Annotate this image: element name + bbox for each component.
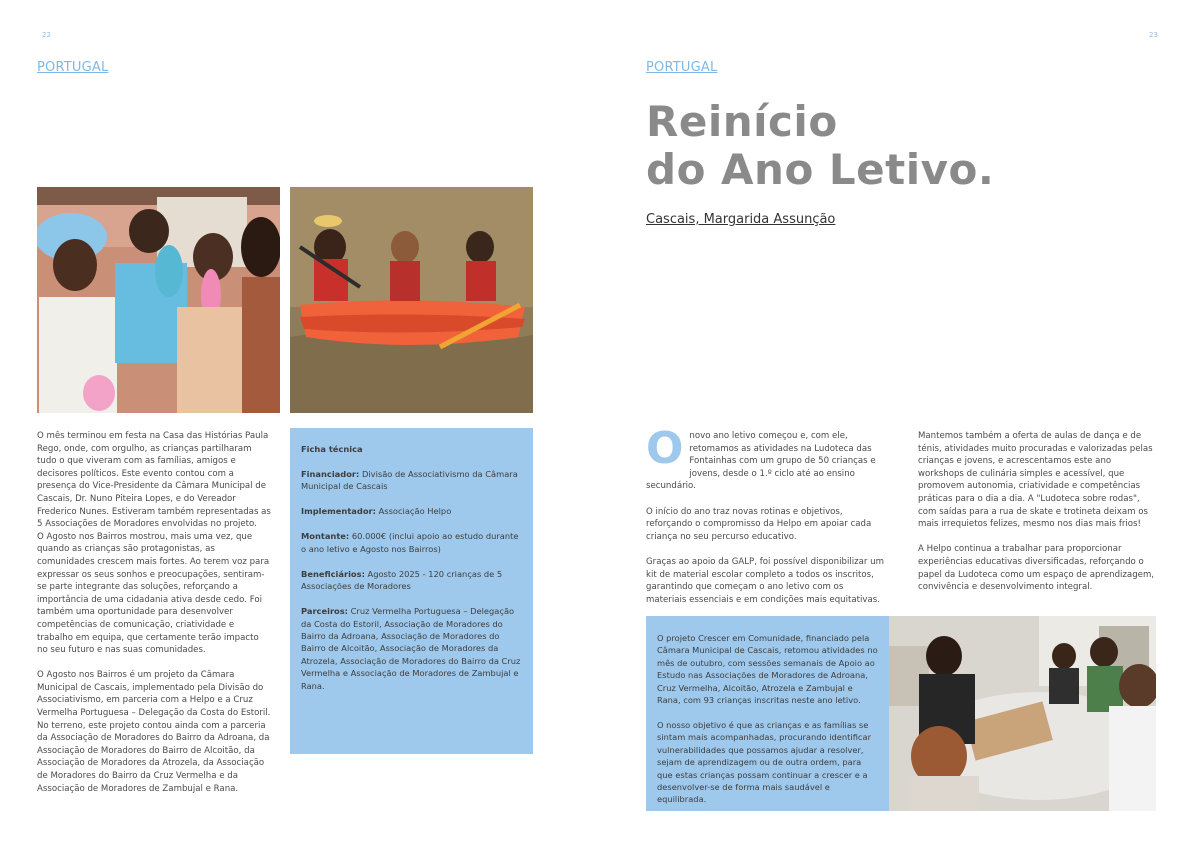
paragraph: O Agosto nos Bairros é um projeto da Câmara Municipal de Cascais, implementado pela Divisão do Associativismo, em parceria com a Helpo e a Cruz Vermelha Portuguesa – Delegação da Costa do Estoril. No terreno, este projeto contou ainda com a parceria da Associação de Moradores do Bairro da Adroana, da Associação de Moradores do Bairro de Alcoitão, da Associação de Moradores da Atrozela, da Associação de Moradores do Bairro da Cruz Vermelha e da Associação de Moradores de Zambujal e Rana. (37, 670, 271, 794)
article-title: Reinício do Ano Letivo. (646, 97, 995, 194)
page-number-left: 22 (42, 31, 51, 39)
ficha-item: Parceiros: Cruz Vermelha Portuguesa – Delegação da Costa do Estoril, Associação de Moradores do Bairro da Adroana, Associação de Moradores do Bairro de Alcoitão, Associação de Moradores da Atrozela, Associação de Moradores do Bairro da Cruz Vermelha e Associação de Moradores de Zambujal e Rana. (301, 606, 521, 691)
section-tag-left: PORTUGAL (37, 60, 109, 75)
photo-study-session (889, 616, 1156, 811)
paragraph: A Helpo continua a trabalhar para proporcionar experiências educativas diversificadas, reforçando o papel da Ludoteca como um espaço de aprendizagem, convivência e desenvolvimento integral. (918, 544, 1155, 593)
paragraph: Onovo ano letivo começou e, com ele, retomamos as atividades na Ludoteca das Fontainhas com um grupo de 50 crianças e jovens, desde o 1.º ciclo até ao ensino secundário. (646, 423, 876, 492)
ficha-item: Financiador: Divisão de Associativismo da Câmara Municipal de Cascais (301, 469, 518, 492)
paragraph: O nosso objetivo é que as crianças e as famílias se sintam mais acompanhadas, procurando identificar vulnerabilidades que possamos ajudar a resolver, sejam de aprendizagem ou de outra ordem, para que estas crianças possam continuar a crescer e a desenvolver-se de forma mais saudável e equilibrada. (657, 720, 871, 805)
right-article-col2 (918, 430, 1156, 594)
paragraph: Mantemos também a oferta de aulas de dança e de ténis, atividades muito procuradas e valorizadas pelas crianças e jovens, e acrescentamos este ano workshops de culinária simples e acessível, que promovem autonomia, criatividade e competências práticas para o dia a dia. A "Ludoteca sobre rodas", com saídas para a rua de skate e trotineta deixam os mais irrequietos felizes, mesmo nos dias mais frios! (918, 431, 1153, 530)
ficha-item: Implementador: Associação Helpo (301, 506, 452, 517)
page-number-right: 23 (1149, 31, 1158, 39)
right-article-col1 (646, 423, 886, 606)
ficha-item: Beneficiários: Agosto 2025 - 120 crianças de 5 Associações de Moradores (301, 568, 503, 592)
article-byline: Cascais, Margarida Assunção (646, 212, 836, 227)
paragraph: O projeto Crescer em Comunidade, financiado pela Câmara Municipal de Cascais, retomou atividades no mês de outubro, com sessões semanais de Apoio ao Estudo nas Associações de Moradores de Adroana, Cruz Vermelha, Alcoitão, Atrozela e Zambujal e Rana, com 93 crianças inscritas neste ano letivo. (657, 633, 878, 706)
paragraph: Graças ao apoio da GALP, foi possível disponibilizar um kit de material escolar completo a todos os inscritos, garantindo que começam o ano letivo com os materiais essenciais e em condições mais equitativas. (646, 556, 884, 605)
paragraph: O início do ano traz novas rotinas e objetivos, reforçando o compromisso da Helpo em apoiar cada criança no seu percurso educativo. (646, 506, 872, 542)
photo-children-with-toys (37, 187, 280, 413)
ficha-item: Montante: 60.000€ (inclui apoio ao estudo durante o ano letivo e Agosto nos Bairros) (301, 531, 519, 554)
section-tag-right: PORTUGAL (646, 60, 718, 75)
dropcap: O (646, 423, 684, 474)
left-article-text (37, 430, 271, 795)
ficha-tecnica-box (290, 428, 533, 754)
ficha-heading: Ficha técnica (301, 444, 363, 454)
photo-kayak-on-water (290, 187, 533, 413)
paragraph: O mês terminou em festa na Casa das Histórias Paula Rego, onde, com orgulho, as crianças partilharam tudo o que viveram com as famílias, amigos e decisores políticos. Este evento contou com a presença do Vice-Presidente da Câmara Municipal de Cascais, Dr. Nuno Piteira Lopes, e do Vereador Frederico Nunes. Estiveram também representadas as 5 Associações de Moradores envolvidas no projeto. (37, 431, 271, 530)
paragraph: O Agosto nos Bairros mostrou, mais uma vez, que quando as crianças são protagonistas, as comunidades crescem mais fortes. Ao terem voz para expressar os seus sonhos e preocupações, sentiram-se parte integrante das soluções, reforçando a importância de uma cidadania ativa desde cedo. Foi também uma oportunidade para desenvolver competências de comunicação, criatividade e trabalho em equipa, que certamente terão impacto no seu futuro e nas suas comunidades. (37, 531, 270, 656)
project-info-box (646, 616, 889, 811)
